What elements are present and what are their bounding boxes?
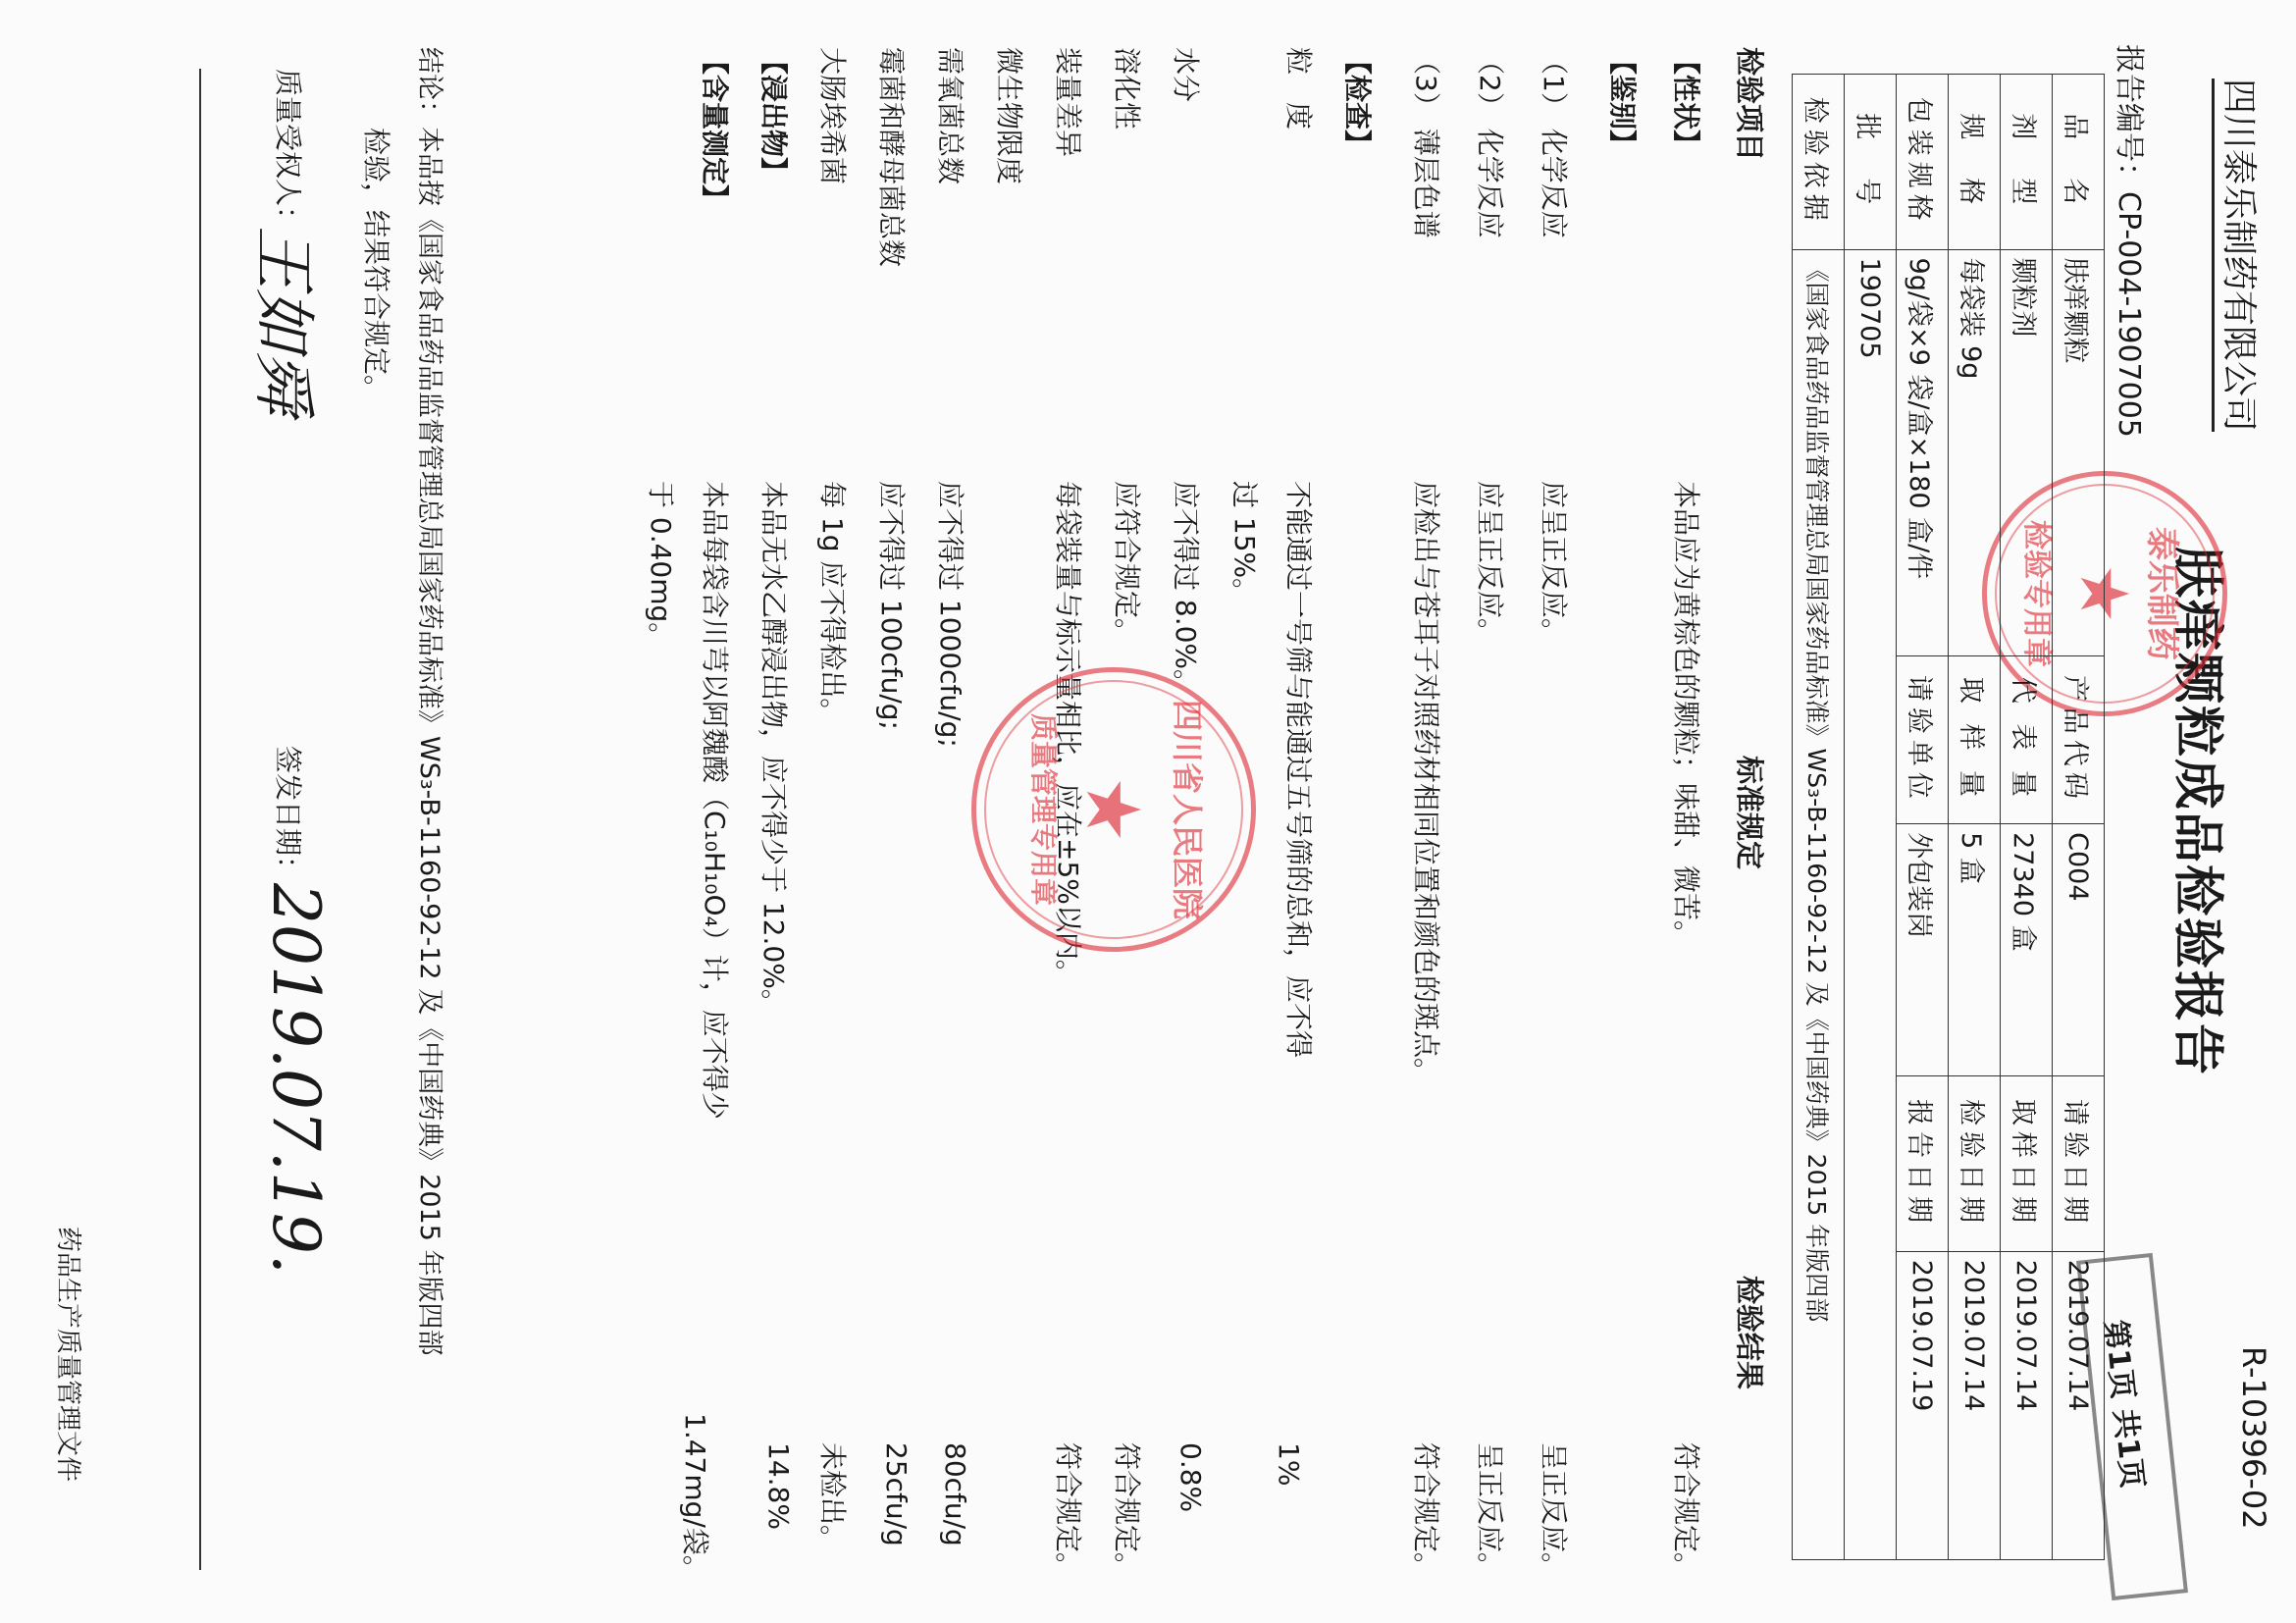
qa-person-label: 质量受权人：	[272, 69, 304, 235]
product-code: C004	[2053, 824, 2105, 1076]
granularity-result: 1%	[1273, 1442, 1305, 1487]
character-standard: 本品应为黄棕色的颗粒；味甜、微苦。	[1670, 481, 1702, 949]
ident2-label: （2） 化学反应	[1474, 47, 1506, 238]
company-seal-bottom-text: 检验专用章	[2019, 520, 2054, 667]
spec-label: 规 格	[1949, 75, 2001, 250]
sample-date: 2019.07.14	[2001, 1251, 2053, 1559]
report-title: 肤痒颗粒成品检验报告	[2167, 546, 2226, 1076]
solubility-label: 溶化性	[1111, 47, 1143, 131]
table-row	[1845, 75, 1897, 1560]
granularity-label: 粒 度	[1282, 47, 1315, 131]
assay-standard-line2: 于 0.40mg。	[645, 481, 677, 651]
representative-quantity: 27340 盒	[2001, 824, 2053, 1076]
report-number: 报告编号：CP-004-1907005	[2112, 44, 2146, 438]
aerobic-standard: 应不得过 1000cfu/g;	[934, 481, 966, 748]
dosage-form: 颗粒剂	[2001, 249, 2053, 655]
mold-result: 25cfu/g	[880, 1442, 913, 1546]
table-row	[1897, 75, 1949, 1560]
fill-variance-label: 装量差异	[1052, 47, 1084, 158]
document-code: R-10396-02	[2235, 1346, 2272, 1530]
sample-amount-label: 取 样 量	[1949, 655, 2001, 823]
inspection-label: 【检查】	[1341, 47, 1374, 158]
ident2-standard: 应呈正反应。	[1474, 481, 1506, 647]
product-name-label: 品 名	[2053, 75, 2105, 250]
aerobic-result: 80cfu/g	[939, 1442, 971, 1546]
character-label: 【性状】	[1670, 47, 1702, 158]
solubility-result: 符合规定。	[1111, 1442, 1143, 1581]
granularity-standard-line2: 过 15%。	[1228, 481, 1261, 606]
sample-amount: 5 盒	[1949, 824, 2001, 1076]
basis-label: 检验依据	[1793, 75, 1845, 250]
moisture-standard: 应不得过 8.0%。	[1170, 481, 1202, 698]
company-name: 四川泰乐制药有限公司	[2212, 79, 2267, 432]
assay-result: 1.47mg/袋。	[679, 1413, 711, 1583]
request-date: 2019.07.14	[2053, 1251, 2105, 1559]
mold-label: 霉菌和酵母菌总数	[875, 47, 908, 268]
qa-signature: 王如舜	[246, 226, 319, 414]
company-seal-star-icon: ★	[2064, 563, 2142, 624]
batch-number: 190705	[1845, 249, 1897, 1559]
test-date: 2019.07.14	[1949, 1251, 2001, 1559]
sample-date-label: 取样日期	[2001, 1076, 2053, 1252]
conclusion-line1: 结论：本品按《国家食品药品监督管理总局国家药品标准》WS₃-B-1160-92-12 及《中国药典》2015 年版四部	[414, 47, 444, 1356]
quantity-label: 代 表 量	[2001, 655, 2053, 823]
conclusion-line2: 检验，结果符合规定。	[360, 128, 392, 403]
microbial-label: 微生物限度	[993, 47, 1025, 185]
issue-date-label: 签发日期：	[272, 746, 304, 884]
mold-standard: 应不得过 100cfu/g;	[875, 481, 908, 730]
request-date-label: 请验日期	[2053, 1076, 2105, 1252]
character-result: 符合规定。	[1670, 1442, 1702, 1581]
test-date-label: 检验日期	[1949, 1076, 2001, 1252]
quality-seal-top-text: 四川省人民医院	[1169, 699, 1206, 919]
column-item: 检验项目	[1733, 47, 1766, 162]
packaging: 9g/袋×9 袋/盒×180 盒/件	[1897, 249, 1949, 655]
ident1-standard: 应呈正反应。	[1538, 481, 1570, 647]
moisture-label: 水分	[1170, 47, 1202, 103]
table-row	[1793, 75, 1845, 1560]
extract-label: 【浸出物】	[757, 47, 790, 185]
assay-label: 【含量测定】	[699, 47, 731, 213]
test-basis: 《国家食品药品监督管理总局国家药品标准》WS₃-B-1160-92-12 及《中国药典》2015 年版四部	[1793, 249, 1845, 1559]
ecoli-result: 未检出。	[816, 1442, 849, 1553]
fill-variance-standard: 每袋装量与标示量相比，应在±5%以内。	[1052, 481, 1084, 987]
company-seal-top-text: 泰乐制药	[2142, 527, 2181, 660]
info-table	[1792, 74, 2105, 1560]
moisture-result: 0.8%	[1174, 1442, 1207, 1513]
aerobic-label: 需氧菌总数	[934, 47, 966, 185]
form-label: 剂 型	[2001, 75, 2053, 250]
ident3-result: 符合规定。	[1410, 1442, 1442, 1581]
extract-standard: 本品无水乙醇浸出物，应不得少于 12.0%。	[757, 481, 790, 1017]
ident1-result: 呈正反应。	[1538, 1442, 1570, 1581]
ident3-standard: 应检出与苍耳子对照药材相同位置和颜色的斑点。	[1410, 481, 1442, 1086]
product-name: 肤痒颗粒	[2053, 249, 2105, 655]
assay-standard-line1: 本品每袋含川芎以阿魏酸（C₁₀H₁₀O₄）计，应不得少	[699, 481, 731, 1120]
ident2-result: 呈正反应。	[1474, 1442, 1506, 1581]
granularity-standard-line1: 不能通过一号筛与能通过五号筛的总和，应不得	[1282, 481, 1315, 1059]
document-type: 药品生产质量管理文件	[53, 1227, 82, 1483]
table-row	[2053, 75, 2105, 1560]
extract-result: 14.8%	[762, 1442, 795, 1530]
footer-rule	[199, 69, 201, 1570]
ecoli-label: 大肠埃希菌	[816, 47, 849, 185]
page-count-text: 第1页 共1页	[2097, 1318, 2150, 1491]
unit-label: 请验单位	[1897, 655, 1949, 823]
report-date-label: 报告日期	[1897, 1076, 1949, 1252]
column-standard: 标准规定	[1733, 756, 1766, 870]
quality-seal	[971, 667, 1256, 952]
specification: 每袋装 9g	[1949, 249, 2001, 655]
ecoli-standard: 每 1g 应不得检出。	[816, 481, 849, 726]
product-code-label: 产品代码	[2053, 655, 2105, 823]
request-unit: 外包装岗	[1897, 824, 1949, 1076]
column-result: 检验结果	[1733, 1276, 1766, 1390]
ident3-label: （3） 薄层色谱	[1410, 47, 1442, 238]
solubility-standard: 应符合规定。	[1111, 481, 1143, 647]
batch-label: 批 号	[1845, 75, 1897, 250]
quality-seal-star-icon: ★	[1070, 775, 1157, 844]
report-date: 2019.07.19	[1897, 1251, 1949, 1559]
quality-seal-bottom-text: 质量管理专用章	[1027, 712, 1060, 906]
fill-variance-result: 符合规定。	[1052, 1442, 1084, 1581]
pack-label: 包装规格	[1897, 75, 1949, 250]
identification-label: 【鉴别】	[1606, 47, 1639, 158]
table-row	[2001, 75, 2053, 1560]
issue-date: 2019.07.19.	[258, 883, 334, 1275]
ident1-label: （1） 化学反应	[1538, 47, 1570, 238]
table-row	[1949, 75, 2001, 1560]
